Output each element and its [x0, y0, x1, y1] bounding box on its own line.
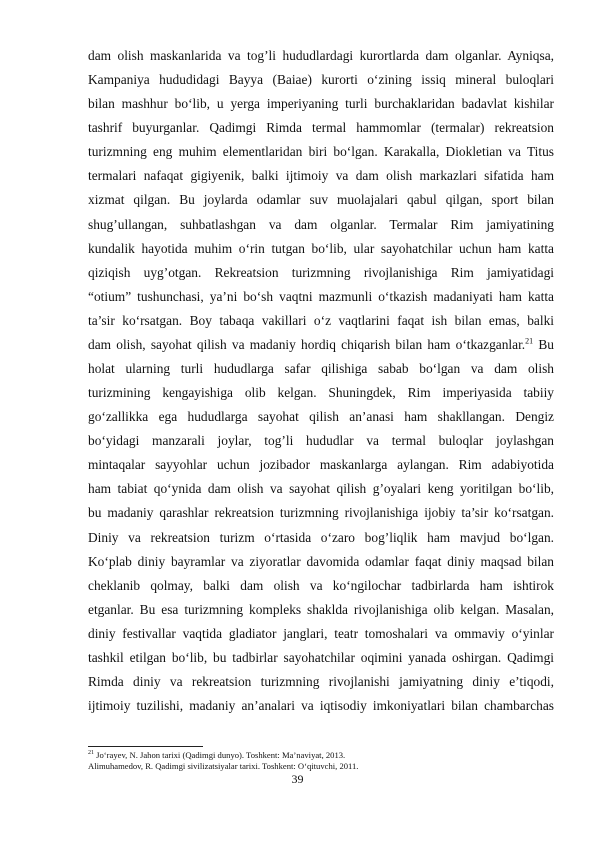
- text-line: bu madaniy qarashlar rekreatsion turizmning rivojlanishiga ijobiy ta’sir ko‘rsatgan.: [88, 505, 554, 521]
- text-line: qiziqish uyg’otgan. Rekreatsion turizmning rivojlanishiga Rim jamiyatidagi: [88, 264, 554, 280]
- text-line: Ko‘plab diniy bayramlar va ziyoratlar davomida odamlar faqat diniy maqsad bilan: [88, 553, 554, 569]
- text-line: diniy festivallar vaqtida gladiator janglari, teatr tomoshalari va ommaviy o‘yinlar: [88, 625, 554, 641]
- text-line-with-footnote: [88, 333, 554, 357]
- text-line: cheklanib qolmay, balki dam olish va ko‘ngilochar tadbirlarda ham ishtirok: [88, 577, 554, 593]
- footnote-number: 21: [88, 750, 94, 757]
- text-line: ham tabiat qo‘ynida dam olish va sayohat qilish g’oyalari keng yoritilgan bo‘lib,: [88, 481, 554, 497]
- text-line: bilan mashhur bo‘lib, u yerga imperiyaning turli burchaklaridan badavlat kishilar: [88, 96, 554, 112]
- text-line: kundalik hayotida muhim o‘rin tutgan bo‘lib, ular sayohatchilar uchun ham katta: [88, 240, 554, 256]
- body-paragraph: [88, 44, 554, 718]
- text-line: tashrif buyurganlar. Qadimgi Rimda termal hammomlar (termalar) rekreatsion: [88, 120, 554, 136]
- text-segment: Bu: [538, 336, 554, 352]
- text-line: Diniy va rekreatsion turizm o‘rtasida o‘zaro bog’liqlik ham mavjud bo‘lgan.: [88, 529, 554, 545]
- footnote-item: [88, 761, 554, 772]
- footnote-item: [88, 750, 554, 761]
- text-line: shug’ullangan, suhbatlashgan va dam olganlar. Termalar Rim jamiyatining: [88, 216, 554, 232]
- text-line: turizmining kengayishiga olib kelgan. Shuningdek, Rim imperiyasida tabiiy: [88, 385, 554, 401]
- text-line: dam olish maskanlarida va tog’li hududlardagi kurortlarda dam olganlar. Ayniqsa,: [88, 48, 554, 63]
- text-line: xizmat qilgan. Bu joylarda odamlar suv muolajalari qabul qilgan, sport bilan: [88, 192, 554, 208]
- page-number: 39: [291, 772, 304, 786]
- text-line: Rimda diniy va rekreatsion turizmning rivojlanishi jamiyatning diniy e’tiqodi,: [88, 674, 554, 690]
- text-line: bo‘yidagi manzarali joylar, tog’li hududlar va termal buloqlar joylashgan: [88, 433, 554, 449]
- text-line: holat ularning turli hududlarga safar qilishiga sabab bo‘lgan va dam olish: [88, 361, 554, 377]
- footnote-text: Alimuhamedov, R. Qadimgi sivilizatsiyalar tarixi. Toshkent: O‘qituvchi, 2011.: [88, 760, 359, 771]
- text-line: “otium” tushunchasi, ya’ni bo‘sh vaqtni mazmunli o‘tkazish madaniyati ham katta: [88, 288, 554, 304]
- text-line: termalari nafaqat gigiyenik, balki ijtimoiy va dam olish markazlari sifatida ham: [88, 168, 554, 184]
- footnote-separator: [88, 746, 203, 747]
- text-segment: dam olish, sayohat qilish va madaniy hordiq chiqarish bilan ham o‘tkazganlar.: [88, 336, 526, 352]
- text-line: ijtimoiy tuzilishi, madaniy an’analari va iqtisodiy imkoniyatlari bilan chambarchas: [88, 698, 554, 714]
- text-line: tashkil etilgan bo‘lib, bu tadbirlar sayohatchilar oqimini yanada oshirgan. Qadimgi: [88, 649, 554, 665]
- footnote-text: Jo‘rayev, N. Jahon tarixi (Qadimgi dunyo). Toshkent: Ma’naviyat, 2013.: [96, 750, 346, 760]
- text-line: Kampaniya hududidagi Bayya (Baiae) kurorti o‘zining issiq mineral buloqlari: [88, 72, 554, 88]
- text-line: turizmning eng muhim elementlaridan biri bo‘lgan. Karakalla, Diokletian va Titus: [88, 144, 554, 160]
- text-line: go‘zallikka ega hududlarga sayohat qilish an’anasi ham shakllangan. Dengiz: [88, 409, 554, 425]
- text-line: ta’sir ko‘rsatgan. Boy tabaqa vakillari o‘z vaqtlarini faqat ish bilan emas, balki: [88, 312, 554, 328]
- text-line: etganlar. Bu esa turizmning kompleks shaklda rivojlanishiga olib kelgan. Masalan,: [88, 601, 554, 617]
- footnotes: [88, 750, 554, 771]
- footnote-reference[interactable]: 21: [525, 336, 534, 346]
- text-line: mintaqalar sayyohlar uchun jozibador maskanlarga aylangan. Rim adabiyotida: [88, 457, 554, 473]
